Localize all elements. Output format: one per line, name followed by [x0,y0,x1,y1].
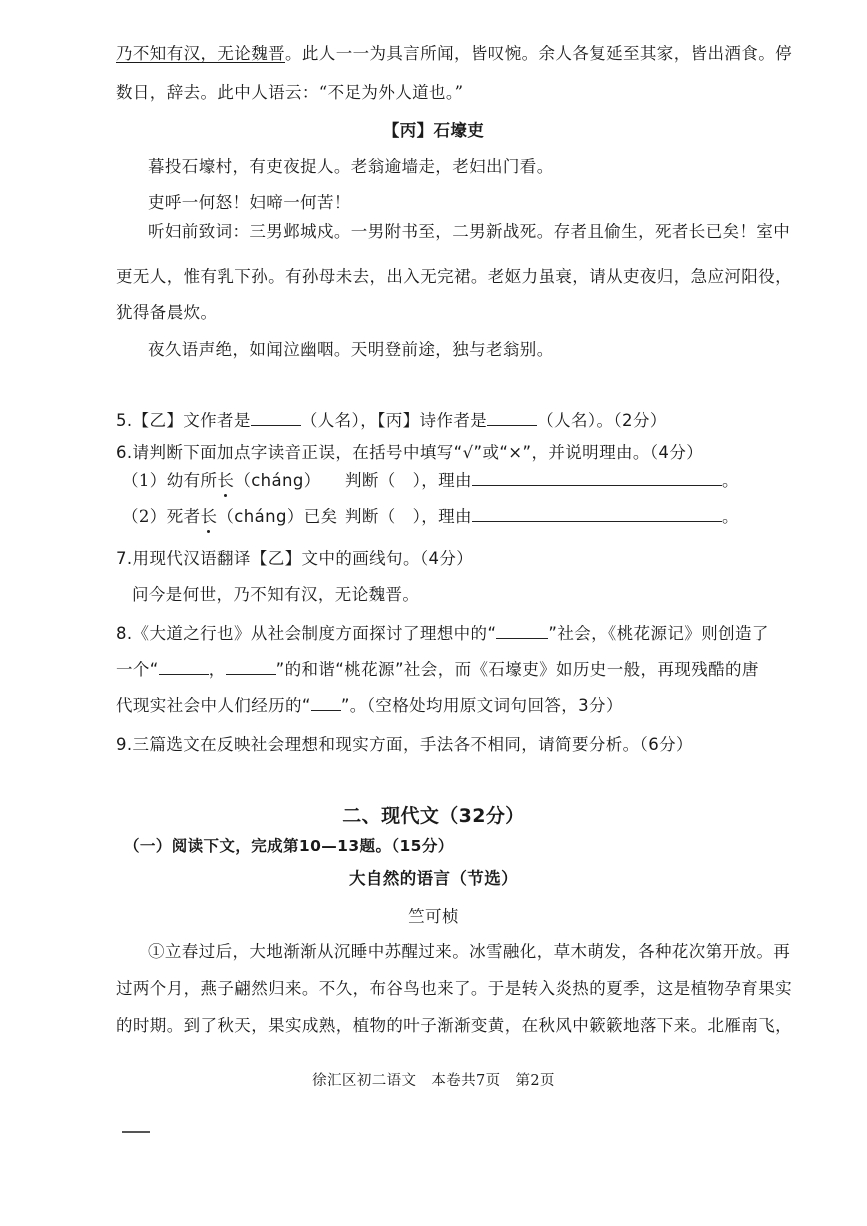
paragraph-line: 的时期。到了秋天，果实成熟，植物的叶子渐渐变黄，在秋风中簌簌地落下来。北雁南飞， [116,1016,792,1035]
poem-line: 更无人，惟有乳下孙。有孙母未去，出入无完裙。老妪力虽衰，请从吏夜归，急应河阳役， [116,267,792,286]
paragraph-line: 过两个月，燕子翩然归来。不久，布谷鸟也来了。于是转入炎热的夏季，这是植物孕育果实 [116,979,792,998]
question-5: 5.【乙】文作者是 （人名），【丙】诗作者是 （人名）。（2分） [116,411,667,430]
section-heading: 二、现代文（32分） [342,805,525,827]
answer-blank[interactable] [251,411,301,426]
question-8-line-3: 代现实社会中人们经历的“ ”。（空格处均用原文词句回答，3分） [116,696,623,715]
poem-line: 犹得备晨炊。 [116,303,218,322]
question-8-line-1: 8.《大道之行也》从社会制度方面探讨了理想中的“ ”社会，《桃花源记》则创造了 [116,624,769,643]
article-title: 大自然的语言（节选） [349,869,518,888]
underlined-sentence: 乃不知有汉，无论魏晋 [116,44,285,63]
question-9: 9.三篇选文在反映社会理想和现实方面，手法各不相同，请简要分析。（6分） [116,735,693,754]
article-author: 竺可桢 [408,907,459,926]
answer-blank[interactable] [487,411,537,426]
answer-blank[interactable] [226,660,276,675]
question-7: 7.用现代汉语翻译【乙】文中的画线句。（4分） [116,549,474,568]
question-6-item-2: （2）死者长（cháng）已矣 [122,507,338,526]
answer-blank[interactable] [159,660,209,675]
dotted-character: 长 [200,507,218,526]
poem-line: 暮投石壕村，有吏夜捉人。老翁逾墙走，老妇出门看。 [148,157,554,176]
passage-yi-line-2: 数日，辞去。此中人语云：“不足为外人道也。” [116,83,464,102]
answer-blank[interactable] [496,624,548,639]
paragraph-line: ①立春过后，大地渐渐从沉睡中苏醒过来。冰雪融化，草木萌发，各种花次第开放。再 [148,942,791,961]
poem-line: 听妇前致词：三男邺城戍。一男附书至，二男新战死。存者且偷生，死者长已矣！室中 [148,222,791,241]
reason-blank[interactable] [472,471,722,486]
poem-line: 吏呼一何怒！妇啼一何苦！ [148,193,351,212]
question-6-item-2-judge: 判断（ ），理由 。 [345,507,739,526]
passage-yi-line-1: 乃不知有汉，无论魏晋。此人一一为具言所闻，皆叹惋。余人各复延至其家，皆出酒食。停 [116,44,792,63]
question-6: 6.请判断下面加点字读音正误，在括号中填写“√”或“×”，并说明理由。（4分） [116,443,704,462]
question-8-line-2: 一个“ ， ”的和谐“桃花源”社会，而《石壕吏》如历史一般，再现残酷的唐 [116,660,759,679]
page-footer: 徐汇区初二语文 本卷共7页 第2页 [312,1073,555,1089]
question-6-item-1-judge: 判断（ ），理由 。 [345,471,739,490]
passage-bing-title: 【丙】石壕吏 [382,121,485,140]
dotted-character: 长 [217,471,235,490]
question-6-item-1: （1）幼有所长（cháng） [122,471,321,490]
reason-blank[interactable] [472,507,722,522]
sub-section-instruction: （一）阅读下文，完成第10—13题。（15分） [124,837,454,855]
poem-line: 夜久语声绝，如闻泣幽咽。天明登前途，独与老翁别。 [148,340,554,359]
answer-blank[interactable] [311,696,341,711]
scan-mark [122,1131,150,1133]
question-7-quote: 问今是何世，乃不知有汉，无论魏晋。 [132,585,420,604]
